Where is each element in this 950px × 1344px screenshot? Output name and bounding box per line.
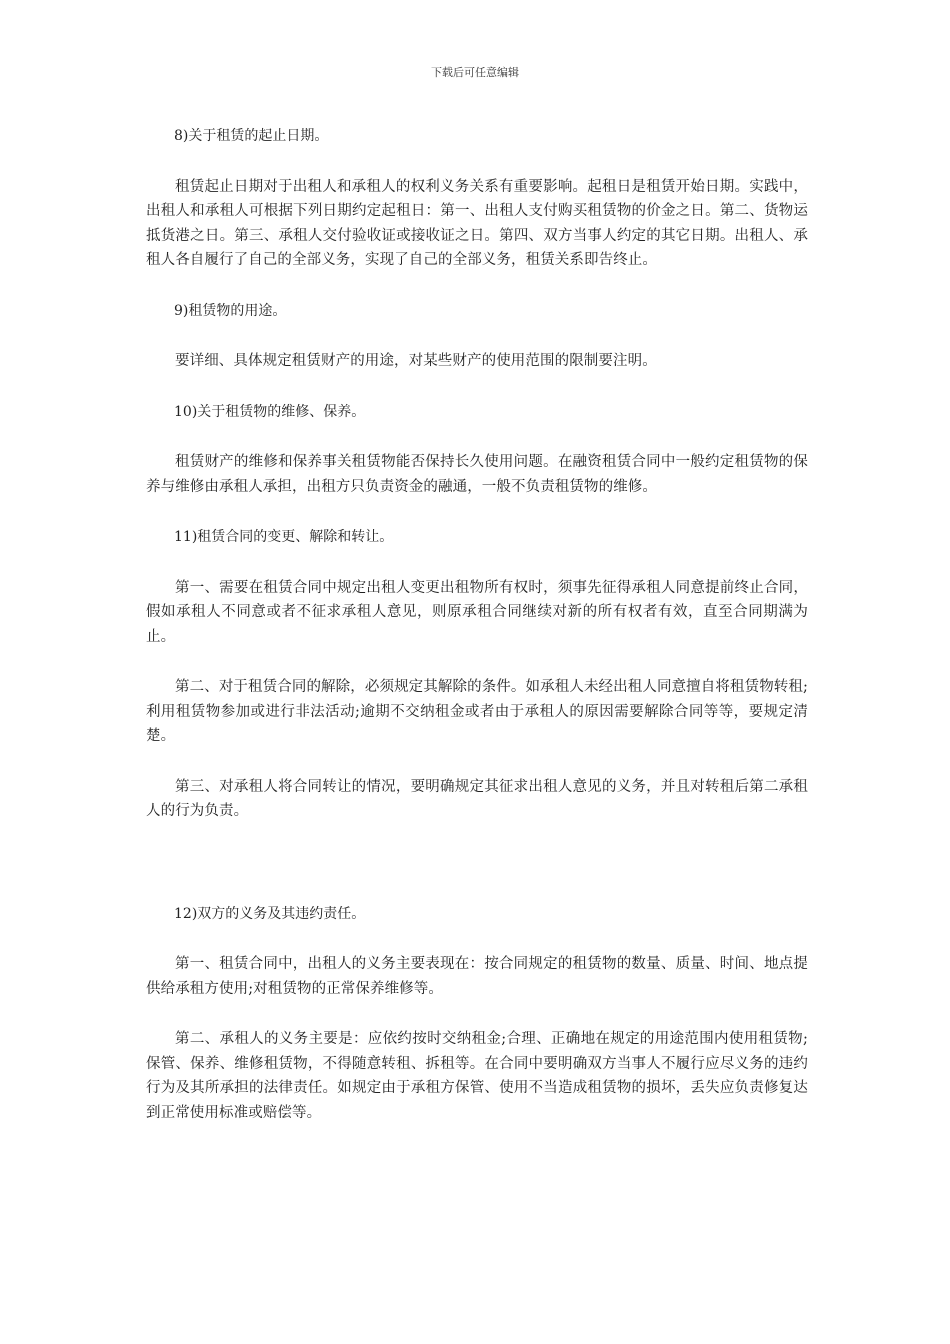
paragraph: 租赁起止日期对于出租人和承租人的权利义务关系有重要影响。起租日是租赁开始日期。实践中，出租人和承租人可根据下列日期约定起租日：第一、出租人支付购买租赁物的价金之日。第二、货物运抵货港之日。第三、承租人交付验收证或接收证之日。第四、双方当事人约定的其它日期。出租人、承租人各自履行了自己的全部义务，实现了自己的全部义务，租赁关系即告终止。 [146,178,808,268]
paragraph: 第一、租赁合同中，出租人的义务主要表现在：按合同规定的租赁物的数量、质量、时间、地点提供给承租方使用;对租赁物的正常保养维修等。 [146,956,808,997]
section-heading: 10)关于租赁物的维修、保养。 [174,403,366,420]
paragraph: 租赁财产的维修和保养事关租赁物能否保持长久使用问题。在融资租赁合同中一般约定租赁物的保养与维修由承租人承担，出租方只负责资金的融通，一般不负责租赁物的维修。 [146,454,808,495]
page-header: 下载后可任意编辑 [431,66,519,79]
document-body [146,124,808,1151]
spacer [146,850,808,902]
paragraph: 第二、承租人的义务主要是：应依约按时交纳租金;合理、正确地在规定的用途范围内使用租赁物;保管、保养、维修租赁物，不得随意转租、拆租等。在合同中要明确双方当事人不履行应尽义务的违约行为及其所承担的法律责任。如规定由于承租方保管、使用不当造成租赁物的损坏，丢失应负责修复达到正常使用标准或赔偿等。 [146,1031,808,1121]
paragraph: 第一、需要在租赁合同中规定出租人变更出租物所有权时，须事先征得承租人同意提前终止合同，假如承租人不同意或者不征求承租人意见，则原承租合同继续对新的所有权者有效，直至合同期满为止。 [146,579,808,645]
section-heading: 11)租赁合同的变更、解除和转让。 [174,529,394,545]
section-heading: 12)双方的义务及其违约责任。 [174,905,366,922]
paragraph: 第二、对于租赁合同的解除，必须规定其解除的条件。如承租人未经出租人同意擅自将租赁物转租;利用租赁物参加或进行非法活动;逾期不交纳租金或者由于承租人的原因需要解除合同等等，要规定清楚。 [146,679,808,744]
paragraph: 要详细、具体规定租赁财产的用途，对某些财产的使用范围的限制要注明。 [175,353,657,369]
section-heading: 9)租赁物的用途。 [174,302,287,319]
section-heading: 8)关于租赁的起止日期。 [174,128,329,144]
paragraph: 第三、对承租人将合同转让的情况，要明确规定其征求出租人意见的义务，并且对转租后第二承租人的行为负责。 [146,778,808,819]
